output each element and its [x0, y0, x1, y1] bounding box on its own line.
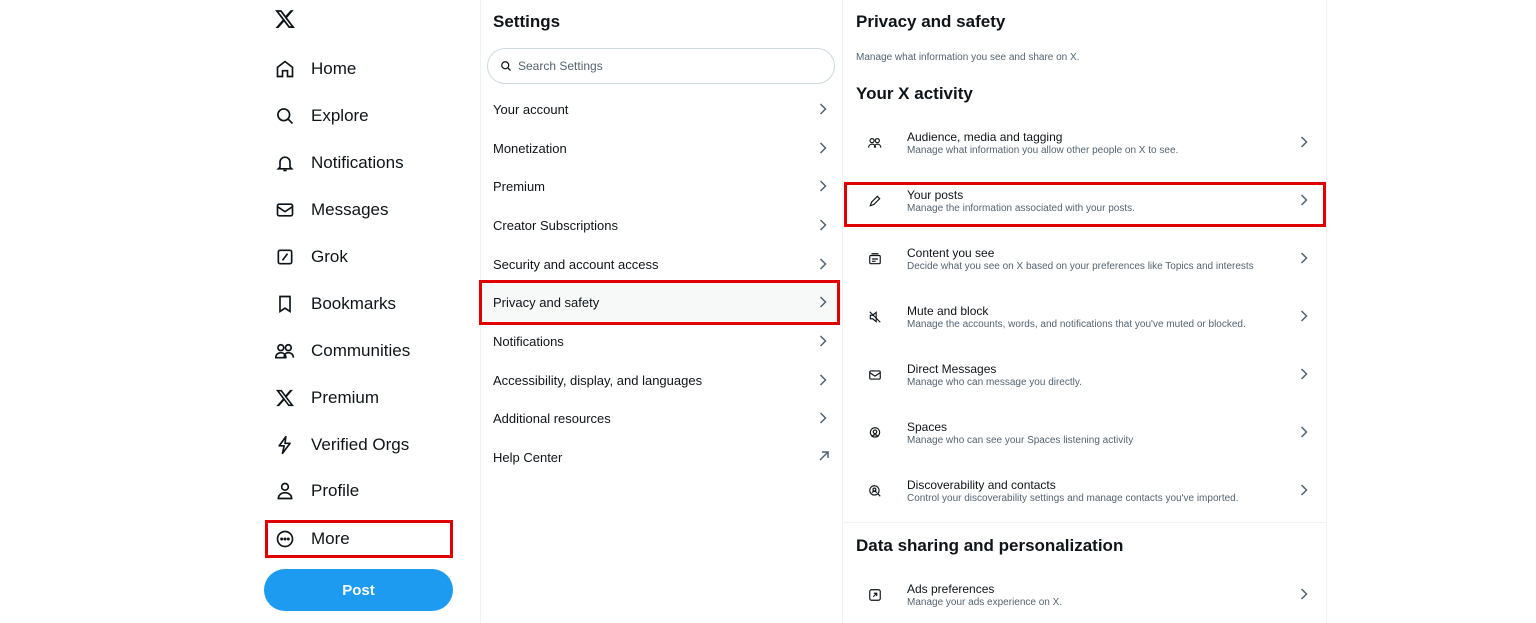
- privacy-item-content-you-see[interactable]: [843, 235, 1326, 283]
- chevron-right-icon: [819, 258, 829, 270]
- chevron-right-icon: [1300, 252, 1310, 266]
- nav-notifications[interactable]: [264, 143, 454, 183]
- privacy-item-ads-preferences[interactable]: [843, 571, 1326, 619]
- nav-bookmarks[interactable]: [264, 284, 454, 324]
- item-desc: Decide what you see on X based on your preferences like Topics and interests: [907, 260, 1254, 272]
- privacy-item-direct-messages[interactable]: [843, 351, 1326, 399]
- column-divider: [1326, 0, 1327, 623]
- chevron-right-icon: [1300, 484, 1310, 498]
- nav-communities[interactable]: [264, 331, 454, 371]
- nav-label: Messages: [311, 200, 389, 219]
- discover-icon: [867, 483, 883, 499]
- chevron-right-icon: [819, 374, 829, 386]
- highlight-box-your-posts: [844, 182, 1326, 227]
- item-desc: Control your discoverability settings and manage contacts you've imported.: [907, 492, 1239, 504]
- settings-item-label: Your account: [493, 101, 569, 117]
- settings-item-additional-resources[interactable]: [481, 399, 841, 437]
- settings-item-notifications[interactable]: [481, 322, 841, 360]
- item-desc: Manage the accounts, words, and notifications that you've muted or blocked.: [907, 318, 1246, 330]
- nav-verified-orgs[interactable]: [264, 425, 454, 465]
- highlight-box-more: [265, 520, 453, 558]
- x-logo-icon[interactable]: [274, 8, 300, 34]
- person-icon: [274, 480, 296, 502]
- content-icon: [867, 251, 883, 267]
- nav-label: Explore: [311, 106, 369, 125]
- page-subtitle: Manage what information you see and share on X.: [856, 52, 1080, 63]
- section-heading-your-x-activity: Your X activity: [856, 84, 973, 103]
- nav-label: Notifications: [311, 153, 404, 172]
- search-icon: [274, 105, 296, 127]
- external-arrow-icon: [819, 451, 829, 463]
- nav-grok[interactable]: [264, 237, 454, 277]
- nav-home[interactable]: [264, 49, 454, 89]
- chevron-right-icon: [1300, 310, 1310, 324]
- nav-label: Communities: [311, 341, 411, 360]
- lightning-icon: [274, 434, 296, 456]
- envelope-icon: [274, 199, 296, 221]
- chevron-right-icon: [1300, 588, 1310, 602]
- settings-item-accessibility[interactable]: [481, 361, 841, 399]
- item-title: Mute and block: [907, 303, 989, 318]
- settings-item-label: Premium: [493, 178, 546, 194]
- chevron-right-icon: [1300, 426, 1310, 440]
- nav-label: Verified Orgs: [311, 435, 410, 454]
- people-icon: [867, 135, 883, 151]
- section-heading-data-sharing: Data sharing and personalization: [856, 536, 1124, 555]
- nav-label: Premium: [311, 388, 380, 407]
- settings-item-security[interactable]: [481, 245, 841, 283]
- privacy-item-spaces[interactable]: [843, 409, 1326, 457]
- settings-item-your-account[interactable]: [481, 90, 841, 128]
- settings-item-creator-subscriptions[interactable]: [481, 206, 841, 244]
- item-title: Ads preferences: [907, 581, 995, 596]
- settings-item-help-center[interactable]: [481, 438, 841, 476]
- chevron-right-icon: [819, 412, 829, 424]
- privacy-item-mute-block[interactable]: [843, 293, 1326, 341]
- spaces-icon: [867, 425, 883, 441]
- highlight-box-privacy: [479, 280, 840, 325]
- chevron-right-icon: [819, 180, 829, 192]
- settings-item-label: Accessibility, display, and languages: [493, 372, 703, 388]
- nav-label: Profile: [311, 481, 360, 500]
- chevron-right-icon: [819, 219, 829, 231]
- search-settings[interactable]: [487, 48, 835, 84]
- settings-item-label: Security and account access: [493, 256, 659, 272]
- privacy-item-discoverability[interactable]: [843, 467, 1326, 515]
- ads-icon: [867, 587, 883, 603]
- privacy-item-audience[interactable]: [843, 119, 1326, 167]
- nav-premium[interactable]: [264, 378, 454, 418]
- settings-item-monetization[interactable]: [481, 129, 841, 167]
- bell-icon: [274, 152, 296, 174]
- nav-label: More: [311, 529, 350, 548]
- home-icon: [274, 58, 296, 80]
- settings-item-label: Monetization: [493, 140, 567, 156]
- grok-icon: [274, 246, 296, 268]
- nav-label: Bookmarks: [311, 294, 397, 313]
- nav-profile[interactable]: [264, 471, 454, 511]
- chevron-right-icon: [819, 142, 829, 154]
- nav-label: Grok: [311, 247, 348, 266]
- nav-label: Home: [311, 59, 357, 78]
- chevron-right-icon: [819, 103, 829, 115]
- item-title: Your posts: [907, 187, 964, 202]
- settings-item-label: Notifications: [493, 333, 564, 349]
- item-desc: Manage your ads experience on X.: [907, 596, 1063, 608]
- item-desc: Manage the information associated with your posts.: [907, 202, 1135, 214]
- section-divider: [843, 522, 1326, 523]
- item-desc: Manage who can see your Spaces listening activity: [907, 434, 1134, 446]
- bookmark-icon: [274, 293, 296, 315]
- settings-item-premium[interactable]: [481, 167, 841, 205]
- mute-icon: [867, 309, 883, 325]
- x-logo-icon: [274, 387, 296, 409]
- nav-explore[interactable]: [264, 96, 454, 136]
- item-title: Discoverability and contacts: [907, 477, 1056, 492]
- chevron-right-icon: [819, 335, 829, 347]
- chevron-right-icon: [1300, 368, 1310, 382]
- post-button[interactable]: Post: [264, 569, 453, 611]
- item-title: Content you see: [907, 245, 995, 260]
- settings-item-label: Additional resources: [493, 410, 611, 426]
- settings-title: Settings: [493, 12, 561, 31]
- item-title: Direct Messages: [907, 361, 997, 376]
- settings-item-label: Creator Subscriptions: [493, 217, 618, 233]
- privacy-column: [843, 0, 1326, 623]
- envelope-icon: [867, 367, 883, 383]
- search-input[interactable]: [518, 59, 818, 73]
- item-desc: Manage who can message you directly.: [907, 376, 1082, 388]
- nav-messages[interactable]: [264, 190, 454, 230]
- page-title: Privacy and safety: [856, 12, 1006, 31]
- communities-icon: [274, 340, 296, 362]
- settings-item-label: Privacy and safety: [493, 294, 600, 310]
- item-title: Audience, media and tagging: [907, 129, 1063, 144]
- item-title: Spaces: [907, 419, 948, 434]
- item-desc: Manage what information you allow other people on X to see.: [907, 144, 1179, 156]
- chevron-right-icon: [1300, 136, 1310, 150]
- search-icon: [500, 60, 512, 72]
- settings-item-label: Help Center: [493, 449, 563, 465]
